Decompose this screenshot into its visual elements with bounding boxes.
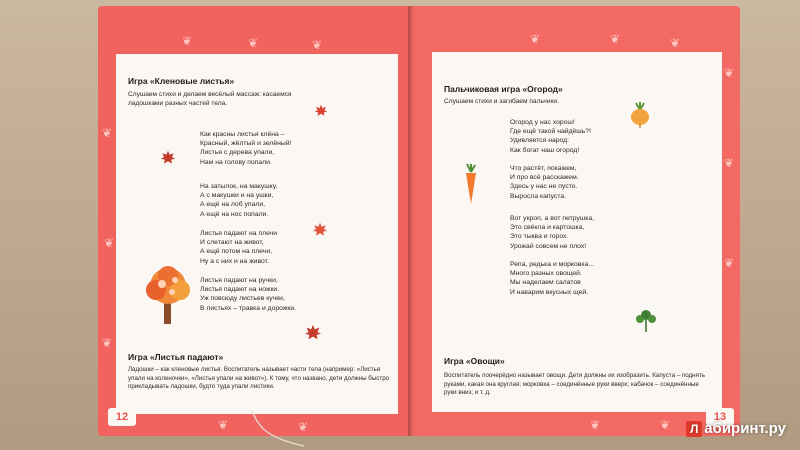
parsley-icon	[634, 308, 658, 332]
poem-stanza: На затылок, на макушку, А с макушки и на ушки, А ещё на лоб упали, А ещё на нос попали.	[200, 183, 278, 218]
leaf-ornament: ❦	[104, 236, 115, 250]
watermark-text: абиринт.ру	[704, 420, 786, 437]
leaf-ornament: ❦	[724, 156, 735, 170]
maple-leaf-icon	[312, 222, 328, 238]
leaf-ornament: ❦	[298, 420, 309, 434]
leaf-ornament: ❦	[670, 36, 681, 50]
poem-stanza: Что растёт, покажем, И про всё расскажем. Здесь у нас не пусто. Выросла капуста.	[510, 165, 579, 200]
leaf-ornament: ❦	[724, 66, 735, 80]
left-page	[98, 6, 410, 436]
leaf-ornament: ❦	[248, 36, 259, 50]
game-title: Пальчиковая игра «Огород»	[444, 84, 563, 94]
page-number: 12	[108, 408, 136, 426]
poem-stanza: Листья падают на плечи И слетают на живот, А ещё потом на плечи, Ну а с них и на живот.	[200, 230, 277, 265]
maple-leaf-icon	[304, 324, 322, 342]
turnip-icon	[628, 102, 652, 128]
right-page	[410, 6, 740, 436]
leaf-ornament: ❦	[312, 38, 323, 52]
poem-stanza: Вот укроп, а вот петрушка, Это свёкла и картошка, Это тыква и горох. Урожай совсем не плох!	[510, 215, 595, 250]
leaf-ornament: ❦	[182, 34, 193, 48]
book-spine	[408, 6, 414, 436]
leaf-ornament: ❦	[660, 418, 671, 432]
autumn-tree-icon	[142, 264, 194, 326]
watermark	[686, 420, 786, 437]
poem-stanza: Листья падают на ручки, Листья падают на ножки. Уж повсюду листьев кучки, В листьях – травка и дорожки.	[200, 277, 297, 312]
carrot-icon	[462, 164, 480, 204]
game-description: Воспитатель поочерёдно называет овощи. Дети должны их изобразить. Капуста – поднять руками, какая она круглая; морковка – соединённые руки вверх; кабачок – соединённые руки вниз; и т. д.	[444, 372, 705, 397]
maple-leaf-icon	[314, 104, 328, 118]
game-description: Ладошки – как кленовые листья. Воспитатель называет части тела (например: «Листья упали на коленочки», «Листья упали на живот»). К тому, что названо, дети должны быстро прикладывать ладошки, будто туда упали листики.	[128, 366, 390, 391]
maple-leaf-icon	[160, 150, 176, 166]
left-content-panel	[116, 54, 398, 414]
game-title: Игра «Кленовые листья»	[128, 76, 235, 86]
game-title: Игра «Овощи»	[444, 356, 505, 366]
leaf-ornament: ❦	[530, 32, 541, 46]
right-content-panel	[432, 52, 722, 412]
poem-stanza: Репа, редька и морковка... Много разных овощей. Мы наделаем салатов И наварим вкусных щей.	[510, 261, 594, 296]
leaf-ornament: ❦	[724, 256, 735, 270]
leaf-ornament: ❦	[590, 418, 601, 432]
poem-stanza: Как красны листья клёна – Красный, жёлтый и зелёный! Листья с дерева упали, Нам на голову попали.	[200, 131, 292, 166]
labirint-logo-icon: Л	[686, 421, 702, 437]
game-title: Игра «Листья падают»	[128, 352, 224, 362]
leaf-ornament: ❦	[102, 336, 113, 350]
leaf-ornament: ❦	[610, 32, 621, 46]
leaf-ornament: ❦	[102, 126, 113, 140]
poem-stanza: Огород у нас хорош! Где ещё такой найдёшь?! Удивляется народ: Как богат наш огород!	[510, 119, 591, 154]
game-intro: Слушаем стихи и делаем весёлый массаж: касаемся ладошками разных частей тела.	[128, 91, 292, 107]
game-intro: Слушаем стихи и загибаем пальчики.	[444, 98, 559, 105]
page-number: 13	[706, 408, 734, 426]
bookmark-thread	[248, 408, 308, 448]
open-book	[98, 6, 738, 446]
leaf-ornament: ❦	[218, 418, 229, 432]
